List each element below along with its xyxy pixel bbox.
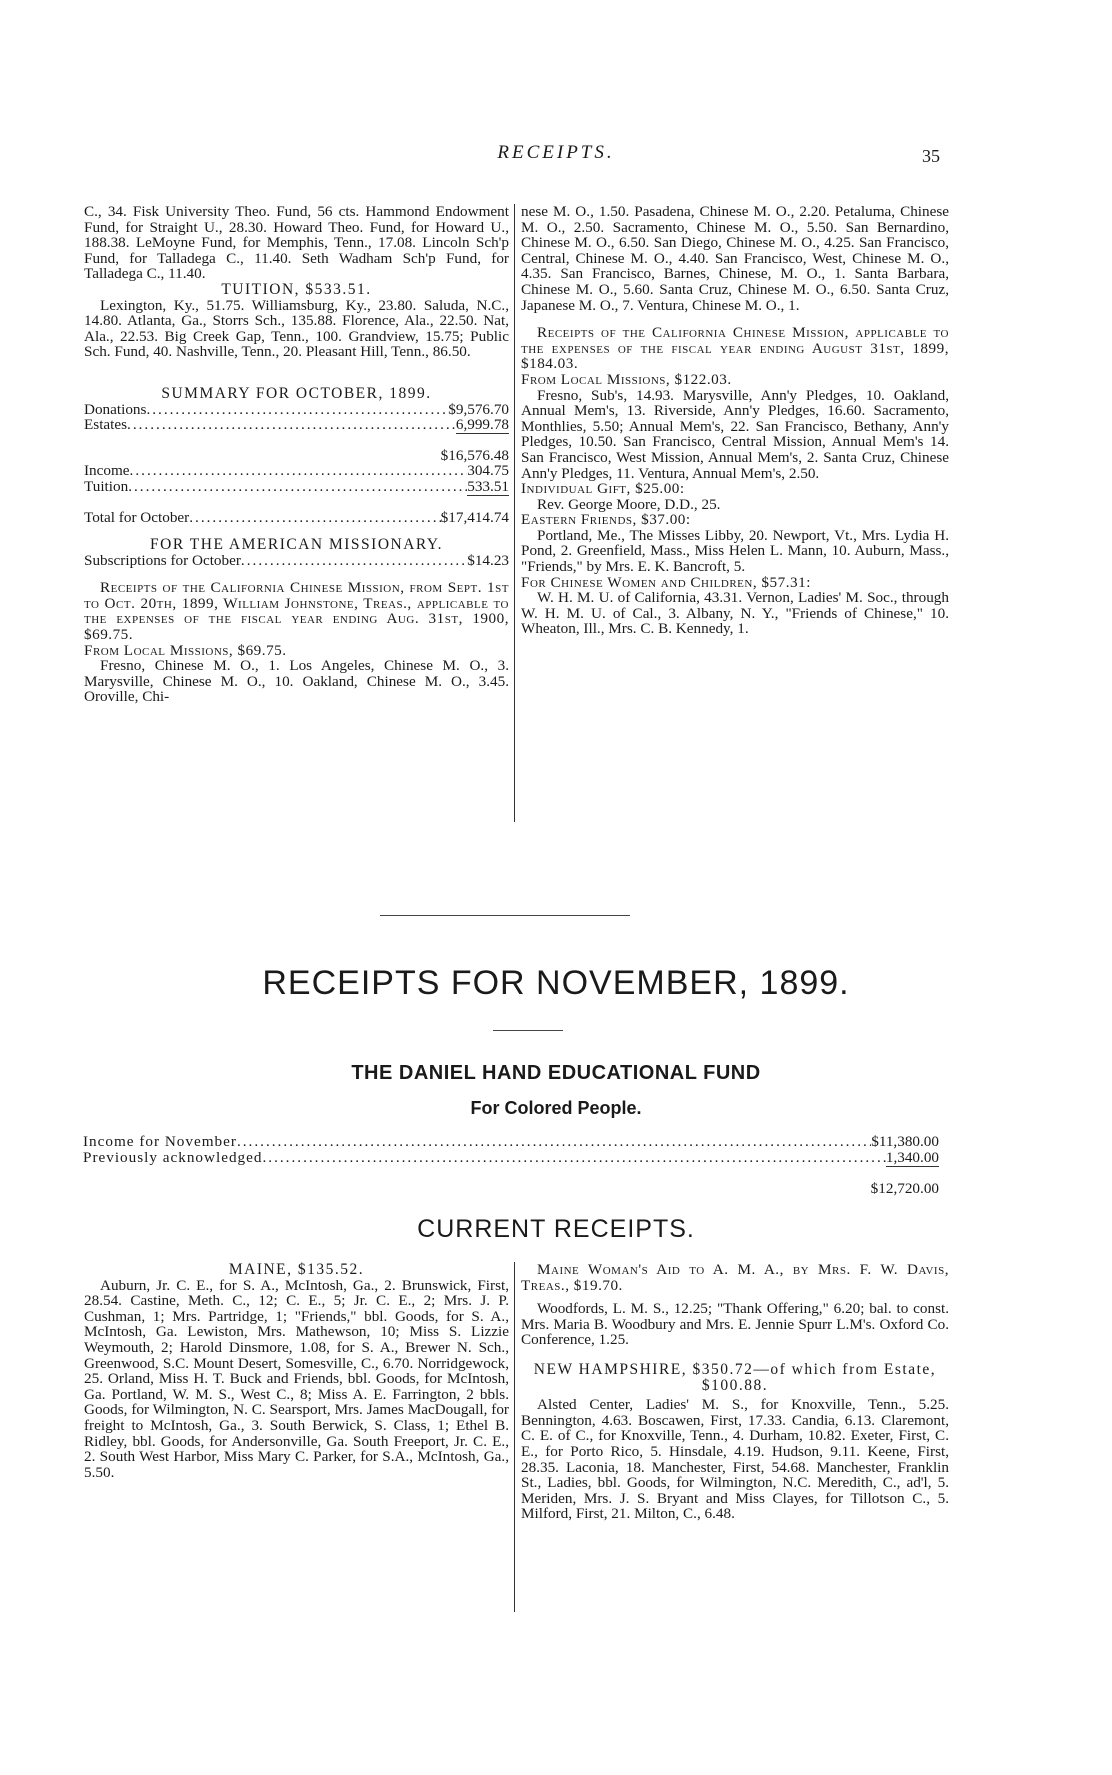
- bottom-right-column: [521, 1262, 949, 1522]
- top-right-column: [521, 204, 949, 637]
- eastern-friends-paragraph: Portland, Me., The Misses Libby, 20. Newport, Vt., Mrs. Lydia H. Pond, 2. Greenfield, Mass., Miss Helen L. Mann, 10. Auburn, Mass., "Friends," by Mrs. E. K. Bancroft, 5.: [521, 526, 949, 576]
- summary-row-total: Total for October ..... $17,414.74: [84, 510, 509, 526]
- november-title: RECEIPTS FOR NOVEMBER, 1899.: [262, 964, 850, 1002]
- title-underline: [493, 1030, 563, 1031]
- top-left-column: [84, 204, 509, 705]
- tuition-paragraph: Lexington, Ky., 51.75. Williamsburg, Ky., 23.80. Saluda, N.C., 14.80. Atlanta, Ga., Storrs Sch., 135.88. Florence, Ala., 22.50. Nat, Ala., 22.53. Big Creek Gap, Tenn., 100. Grandview, 15.75; Public Sch. Fund, 40. Nashville, Tenn., 20. Pleasant Hill, Tenn., 86.50.: [84, 296, 509, 361]
- maine-womans-aid-paragraph: Maine Woman's Aid to A. M. A., by Mrs. F. W. Davis, Treas., $19.70.: [521, 1261, 949, 1294]
- subscriptions-row: Subscriptions for October ..... $14.23: [84, 553, 509, 569]
- summary-row-tuition: Tuition ..... 533.51: [84, 479, 509, 496]
- summary-heading: SUMMARY FOR OCTOBER, 1899.: [161, 384, 432, 402]
- fund-table: [83, 1134, 939, 1197]
- american-missionary-heading: FOR THE AMERICAN MISSIONARY.: [150, 536, 443, 554]
- woodfords-paragraph: Woodfords, L. M. S., 12.25; "Thank Offering," 6.20; bal. to const. Mrs. Maria B. Woodbury and Mrs. E. Jennie Spurr L.M's. Oxford Co. Conference, 1.25.: [521, 1300, 949, 1349]
- local-missions-heading-right: From Local Missions, $122.03.: [521, 370, 732, 388]
- tuition-heading: TUITION, $533.51.: [221, 280, 372, 298]
- fund-total: $12,720.00: [870, 1180, 939, 1197]
- chinese-women-heading: For Chinese Women and Children, $57.31:: [521, 573, 811, 591]
- local-missions-paragraph-right: Fresno, Sub's, 14.93. Marysville, Ann'y Pledges, 10. Oakland, Annual Mem's, 13. Riverside, Ann'y Pledges, 16.60. Sacramento, Monthlies, 5.50; Annual Mem's, 22. San Francisco, Bethany, Ann'y Pledges, 10.50. San Francisco, Central Mission, Annual Mem's 14. San Francisco, West Mission, Annual Mem's, 2. Santa Cruz, Chinese Ann'y Pledges, 11. Ventura, Annual Mem's, 2.50.: [521, 386, 949, 482]
- chinese-mo-paragraph: nese M. O., 1.50. Pasadena, Chinese M. O., 2.20. Petaluma, Chinese M. O., 2.50. Sacramento, Chinese M. O., 5.50. San Bernardino, Chinese M. O., 6.50. San Diego, Chinese M. O., 4.25. San Francisco, Central, Chinese M. O., 4.40. San Francisco, West, Chinese M. O., 4.35. San Francisco, Barnes, Chinese, M. O., 1. Santa Barbara, Chinese M. O., 5.60. Santa Cruz, Chinese M. O., 6.50. Santa Cruz, Japanese M. O., 7. Ventura, Chinese M. O., 1.: [521, 203, 949, 314]
- local-missions-paragraph: Fresno, Chinese M. O., 1. Los Angeles, Chinese M. O., 3. Marysville, Chinese M. O., 10. Oakland, Chinese M. O., 3.45. Oroville, Chi-: [84, 657, 509, 706]
- current-receipts-title: CURRENT RECEIPTS.: [417, 1215, 695, 1243]
- new-hampshire-paragraph: Alsted Center, Ladies' M. S., for Knoxville, Tenn., 5.25. Bennington, 4.63. Boscawen, First, 17.33. Candia, 6.13. Claremont, C. E. of C., for Knoxville, Tenn., 4. Durham, 10.82. Exeter, First, C. E., for Porto Rico, 5. Hinsdale, 4.19. Hudson, 9.11. Keene, First, 28.35. Laconia, 18. Manchester, First, 54.68. Manchester, Franklin St., Ladies, bbl. Goods, for Wilmington, N.C. Meredith, C., ad'l, 5. Meriden, Mrs. J. S. Bryant and Miss Clayes, for Tillotson C., 5. Milford, First, 21. Milton, C., 6.48.: [521, 1396, 949, 1523]
- fund-title: THE DANIEL HAND EDUCATIONAL FUND: [351, 1062, 761, 1084]
- california-mission-1899-paragraph: Receipts of the California Chinese Mission, applicable to the expenses of the fiscal year ending August 31st, 1899, $184.03.: [521, 324, 949, 373]
- fund-row-income: Income for November ..... $11,380.00: [83, 1134, 939, 1150]
- chinese-women-paragraph: W. H. M. U. of California, 43.31. Vernon, Ladies' M. Soc., through W. H. M. U. of Cal., 3. Albany, N. Y., "Friends of Chinese," 10. Wheaton, Ill., Mrs. C. B. Kennedy, 1.: [521, 589, 949, 638]
- summary-table: [84, 402, 509, 526]
- running-title: RECEIPTS.: [497, 142, 615, 163]
- maine-heading: MAINE, $135.52.: [228, 1261, 365, 1278]
- summary-subtotal: $16,576.48: [440, 446, 509, 464]
- fund-list-paragraph: C., 34. Fisk University Theo. Fund, 56 cts. Hammond Endowment Fund, for Straight U., 28.30. Howard Theo. Fund, for Howard U., 188.38. LeMoyne Fund, for Memphis, Tenn., 17.08. Lincoln Sch'p Fund, for Talladega C., 11.40. Seth Wadham Sch'p Fund, for Talladega C., 11.40.: [84, 203, 509, 283]
- summary-row-donations: Donations ..... $9,576.70: [84, 402, 509, 418]
- maine-paragraph: Auburn, Jr. C. E., for S. A., McIntosh, Ga., 2. Brunswick, First, 28.54. Castine, Meth. C., 12; C. E., 5; Jr. C. E., 2; Mrs. J. P. Cushman, 1; Mrs. Partridge, 1; "Friends," bbl. Goods, for S. A., McIntosh, Ga. Lewiston, Mrs. Mathewson, 10; Miss S. Lizzie Weymouth, 2; Harold Dinsmore, 1.08, for S. A., Brewer N. Sch., Greenwood, S.C. Mount Desert, Somesville, C., 6.70. Norridgewock, 25. Orland, Miss H. T. Buck and Friends, bbl. Goods, for McIntosh, Ga. Portland, W. M. S., West C., 8; Miss A. E. Farrington, 2 bbls. Goods, for Wilmington, N. C. Searsport, Mrs. James MacDougall, for freight to McIntosh, Ga., 3. South Berwick, S. Class, 1; Ethel B. Ridley, bbl. Goods, for Andersonville, Ga. South Freeport, Jr. C. E., 2. South West Harbor, Miss Mary C. Parker, for S.A., McIntosh, Ga., 5.50.: [84, 1276, 509, 1481]
- column-divider-top: [514, 204, 515, 822]
- summary-row-estates: Estates ..... 6,999.78: [84, 417, 509, 434]
- column-divider-bottom: [514, 1262, 515, 1612]
- local-missions-heading: From Local Missions, $69.75.: [84, 641, 287, 659]
- section-divider: [380, 915, 630, 916]
- new-hampshire-heading: NEW HAMPSHIRE, $350.72—of which from Estate, $100.88.: [533, 1360, 937, 1394]
- summary-row-income: Income ..... 304.75: [84, 463, 509, 479]
- fund-subtitle: For Colored People.: [470, 1098, 642, 1118]
- individual-gift-heading: Individual Gift, $25.00:: [521, 480, 685, 498]
- california-mission-paragraph: Receipts of the California Chinese Mission, from Sept. 1st to Oct. 20th, 1899, William Johnstone, Treas., applicable to the expenses of the fiscal year ending Aug. 31st, 1900, $69.75.: [84, 579, 509, 644]
- bottom-left-column: [84, 1262, 509, 1480]
- eastern-friends-heading: Eastern Friends, $37.00:: [521, 511, 691, 529]
- individual-gift-paragraph: Rev. George Moore, D.D., 25.: [537, 495, 721, 513]
- fund-row-previous: Previously acknowledged ..... 1,340.00: [83, 1150, 939, 1167]
- page-number: 35: [922, 146, 940, 166]
